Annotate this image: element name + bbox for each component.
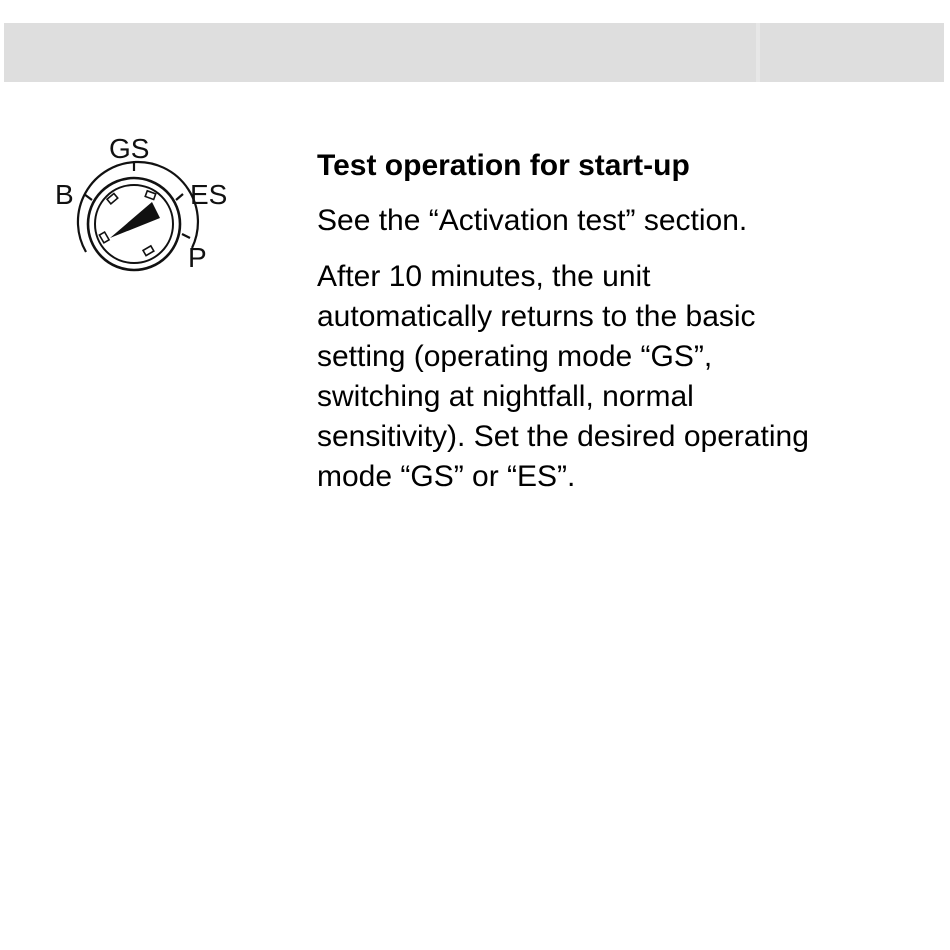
section-paragraph-1: See the “Activation test” section.	[317, 204, 748, 237]
paragraph-line: mode “GS” or “ES”.	[317, 460, 576, 493]
paragraph-line: After 10 minutes, the unit	[317, 260, 651, 293]
dial-tick-b	[84, 194, 92, 200]
dial-tick-p	[182, 234, 190, 238]
section-paragraph-2	[317, 257, 927, 497]
paragraph-line: switching at nightfall, normal	[317, 380, 694, 413]
section-content	[317, 146, 927, 497]
dial-label-b: B	[55, 179, 74, 210]
paragraph-line: setting (operating mode “GS”,	[317, 340, 713, 373]
dial-label-gs: GS	[109, 133, 150, 164]
paragraph-line: sensitivity). Set the desired operating	[317, 420, 809, 453]
header-bar	[4, 23, 944, 82]
section-title: Test operation for start-up	[317, 149, 690, 182]
mode-selector-dial-icon	[40, 120, 260, 290]
dial-tick-es	[176, 194, 183, 200]
header-divider	[756, 23, 760, 82]
dial-label-es: ES	[190, 179, 228, 210]
dial-label-p: P	[188, 242, 207, 273]
paragraph-line: automatically returns to the basic	[317, 300, 756, 333]
